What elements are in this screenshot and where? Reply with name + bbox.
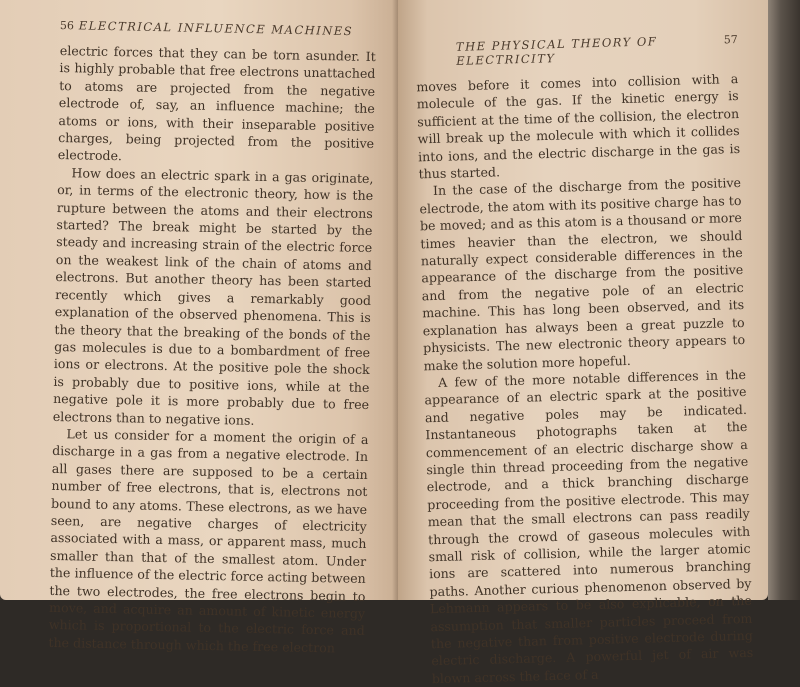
left-running-head-title: ELECTRICAL INFLUENCE MACHINES (78, 18, 354, 39)
left-page-text (48, 42, 376, 657)
paragraph: moves before it comes into collision with a molecule of the gas. If the kinetic energy is sufficient at the time of the collision, the electron will break up the molecule with which it collides into ions, and the electric discharge in the gas is thus started. (416, 70, 741, 182)
right-page (398, 0, 768, 687)
paragraph: electric forces that they can be torn asunder. It is highly probable that free electrons unattached to atoms are projected from the negative electrode of, say, an influence machine; the atoms or ions, with their inseparable positive charges, being projected from the positive electrode. (57, 42, 376, 164)
paragraph: In the case of the discharge from the positive electrode, the atom with its positive charge has to be moved; and as this atom is a thousand or more times heavier than the electron, we should naturally expect considerable differences in the appearance of the discharge from the positive and from the negative pole of an electric machine. This has long been observed, and its explanation has always been a great puzzle to physicists. The new electronic theory appears to make the solution more hopeful. (419, 175, 746, 373)
right-page-number: 57 (723, 33, 738, 47)
paragraph: Let us consider for a moment the origin of a discharge in a gas from a negative electrode. In all gases there are supposed to be a certain number of free electrons, that is, electrons not bound to any atoms. These electrons, as we have seen, are negative charges of electricity associated with a mass, or apparent mass, much smaller than that of the smallest atom. Under the influence of the electric force acting between the two electrodes, the free electrons begin to move, and acquire an amount of kinetic energy which is proportional to the electric force and the distance through which the free electron (48, 426, 369, 656)
right-running-head-title: THE PHYSICAL THEORY OF ELECTRICITY (455, 34, 658, 68)
right-page-text (416, 70, 754, 687)
left-page-number: 56 (59, 19, 75, 33)
paragraph: How does an electric spark in a gas originate, or, in terms of the electronic theory, how is the rupture between the atoms and their electrons started? The break might be started by the steady and increasing strain of the electric force on the weakest link of the chain of atoms and electrons. But another theory has been started recently which gives a remarkably good explanation of the observed phenomena. This is the theory that the breaking of the bonds of the gas molecules is due to a bombardment of free ions or electrons. At the positive pole the shock is probably due to positive ions, while at the negative pole it is more probably due to free electrons than to negative ions. (52, 165, 374, 428)
left-page (0, 0, 398, 656)
paragraph: A few of the more notable differences in the appearance of an electric spark at the positive and negative poles may be indicated. Instantaneous photographs taken at the commencement of an electric discharge show a single thin thread proceeding from the negative electrode, and a thick branching discharge proceeding from the positive electrode. This may mean that the small electrons can pass readily through the crowd of gaseous molecules with small risk of collision, while the larger atomic ions are scattered into numerous branching paths. Another curious phenomenon observed by Lehmann appears to be also explicable, on the assumption that smaller particles proceed from the negative than from positive electrode during electric discharge. A powerful jet of air was blown across the face of a (424, 366, 754, 687)
right-running-head (416, 32, 739, 69)
left-running-head (60, 18, 376, 39)
book-cover-edge (768, 0, 800, 600)
